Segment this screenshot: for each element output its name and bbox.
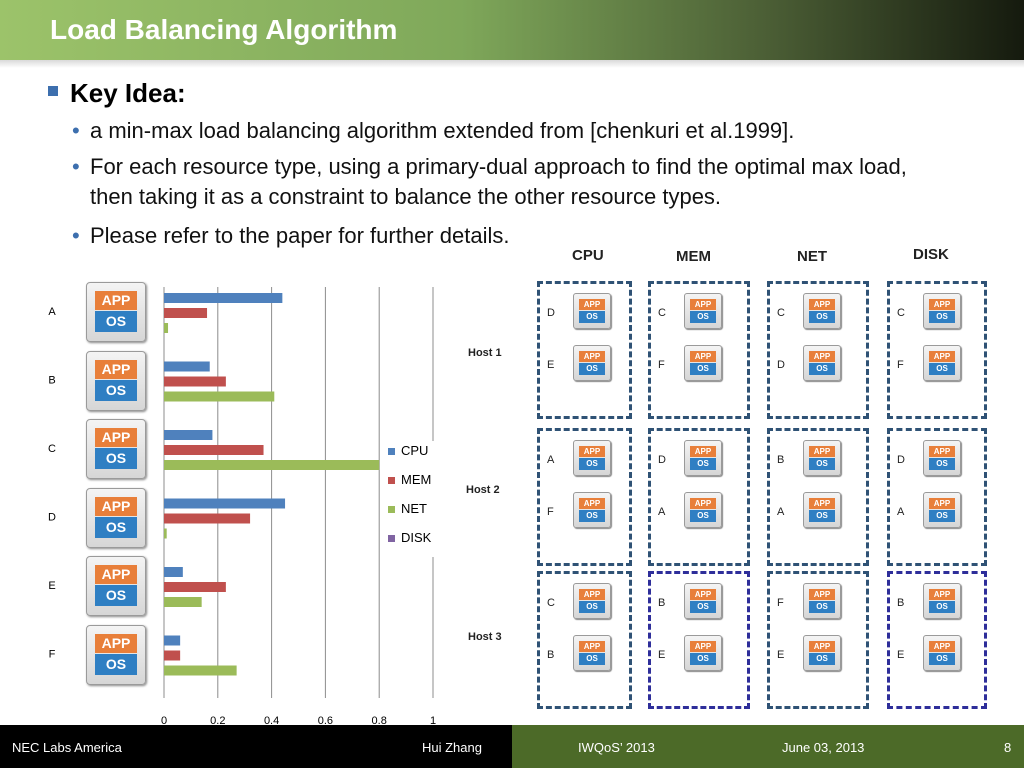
category-label: D [48,511,56,524]
os-label: OS [929,601,955,613]
footer [0,725,1024,768]
app-label: APP [579,351,605,362]
vm-label: A [777,506,785,518]
category-label: B [48,374,56,387]
vm-label: E [777,649,785,661]
bullet-item: • For each resource type, using a primary-dual approach to find the optimal max load, then taking it as a constraint to balance the other resource types. [72,154,907,209]
vm-label: A [658,506,666,518]
app-label: APP [929,498,955,509]
os-label: OS [95,654,137,675]
bar-mem-b [164,377,226,387]
column-header-disk: DISK [913,246,949,263]
os-label: OS [579,311,605,323]
resource-load-bar-chart [0,275,480,725]
bar-mem-a [164,308,207,318]
x-tick-label: 1 [429,715,437,725]
x-tick-label: 0.2 [210,715,226,725]
app-os-icon [573,583,611,619]
legend-swatch [388,506,395,513]
app-label: APP [95,360,137,379]
bar-net-c [164,460,379,470]
bar-net-a [164,323,168,333]
bullet-item: • Please refer to the paper for further details. [72,221,952,251]
app-os-icon [684,345,722,381]
legend-swatch [388,535,395,542]
category-label: C [48,443,56,455]
vm-label: B [547,649,555,661]
app-label: APP [579,299,605,310]
os-label: OS [579,458,605,470]
vm-label: C [897,307,905,319]
os-label: OS [579,363,605,375]
key-idea-heading: Key Idea: [48,78,186,109]
app-label: APP [579,641,605,652]
app-os-icon [803,635,841,671]
dot-bullet-icon: • [72,223,80,248]
app-os-icon [573,440,611,476]
app-label: APP [690,589,716,600]
os-label: OS [95,517,137,538]
dot-bullet-icon: • [72,154,80,179]
x-tick-label: 0.4 [263,715,280,725]
app-os-icon [684,635,722,671]
os-label: OS [579,601,605,613]
column-header-net: NET [797,248,827,265]
app-os-icon [86,556,146,616]
app-os-icon [923,583,961,619]
os-label: OS [95,448,137,469]
app-os-icon [923,492,961,528]
bar-net-e [164,597,202,607]
bar-cpu-a [164,293,282,303]
app-label: APP [95,428,137,447]
vm-label: F [897,359,904,371]
app-os-icon [923,635,961,671]
os-label: OS [690,653,716,665]
footer-author: Hui Zhang [422,740,482,755]
app-os-icon [803,583,841,619]
vm-label: B [777,454,785,466]
app-label: APP [690,351,716,362]
app-label: APP [95,634,137,653]
legend-label: NET [401,501,427,516]
os-label: OS [690,311,716,323]
app-label: APP [809,498,835,509]
os-label: OS [929,510,955,522]
app-os-icon [86,351,146,411]
vm-label: B [658,597,666,609]
category-label: A [48,306,56,318]
app-label: APP [809,446,835,457]
app-os-icon [86,419,146,479]
vm-label: B [897,597,905,609]
bar-net-f [164,666,237,676]
app-os-icon [86,282,146,342]
app-label: APP [809,641,835,652]
os-label: OS [579,653,605,665]
bar-cpu-c [164,430,212,440]
legend-label: CPU [401,443,429,458]
bullet-item: • a min-max load balancing algorithm extended from [chenkuri et al.1999]. [72,116,952,146]
bar-cpu-e [164,567,183,577]
dot-bullet-icon: • [72,118,80,143]
category-label: F [48,648,56,661]
bar-mem-f [164,651,180,661]
column-header-mem: MEM [676,248,711,265]
bar-cpu-f [164,636,180,646]
category-label: E [48,580,56,592]
footer-venue: IWQoS’ 2013 [578,740,655,755]
app-label: APP [579,446,605,457]
footer-date: June 03, 2013 [782,740,865,755]
vm-label: A [547,454,555,466]
square-bullet-icon [48,86,58,96]
app-label: APP [929,299,955,310]
legend-swatch [388,448,395,455]
title-divider [0,60,1024,68]
app-os-icon [684,583,722,619]
app-os-icon [684,492,722,528]
footer-org: NEC Labs America [12,740,122,755]
app-os-icon [573,293,611,329]
vm-label: C [658,307,666,319]
os-label: OS [579,510,605,522]
bar-mem-c [164,445,264,455]
os-label: OS [929,363,955,375]
app-label: APP [809,299,835,310]
app-label: APP [95,497,137,516]
x-tick-label: 0.6 [317,715,334,725]
os-label: OS [929,653,955,665]
legend-label: MEM [401,472,432,487]
bar-mem-d [164,514,250,524]
app-label: APP [929,446,955,457]
app-os-icon [803,345,841,381]
vm-label: F [547,506,554,518]
app-os-icon [684,293,722,329]
app-label: APP [579,589,605,600]
vm-label: C [777,307,785,319]
app-os-icon [86,488,146,548]
os-label: OS [95,311,137,332]
app-label: APP [809,351,835,362]
vm-label: F [658,359,665,371]
os-label: OS [809,510,835,522]
app-os-icon [923,293,961,329]
legend-label: DISK [401,530,432,545]
vm-label: D [777,359,785,371]
os-label: OS [809,311,835,323]
app-label: APP [929,351,955,362]
vm-label: D [897,454,905,466]
app-label: APP [690,299,716,310]
app-os-icon [923,440,961,476]
host-label: Host 2 [466,484,500,496]
app-os-icon [923,345,961,381]
os-label: OS [929,458,955,470]
os-label: OS [690,601,716,613]
os-label: OS [690,363,716,375]
footer-page-number: 8 [1004,740,1012,755]
os-label: OS [809,363,835,375]
app-label: APP [95,291,137,310]
app-label: APP [690,446,716,457]
app-label: APP [929,641,955,652]
legend-swatch [388,477,395,484]
app-os-icon [684,440,722,476]
vm-label: C [547,597,555,609]
app-os-icon [573,345,611,381]
app-os-icon [86,625,146,685]
bar-cpu-b [164,362,210,372]
os-label: OS [929,311,955,323]
bar-cpu-d [164,499,285,509]
app-label: APP [579,498,605,509]
os-label: OS [95,585,137,606]
os-label: OS [809,653,835,665]
app-label: APP [690,498,716,509]
vm-label: D [547,307,555,319]
vm-label: E [658,649,666,661]
vm-label: E [547,359,555,371]
bar-net-d [164,529,167,539]
bar-net-b [164,392,274,402]
app-os-icon [803,293,841,329]
vm-label: F [777,597,784,609]
app-os-icon [573,635,611,671]
os-label: OS [809,601,835,613]
bar-mem-e [164,582,226,592]
host-label: Host 1 [468,347,502,359]
vm-label: A [897,506,905,518]
os-label: OS [690,458,716,470]
app-os-icon [573,492,611,528]
host-label: Host 3 [468,631,502,643]
slide-title: Load Balancing Algorithm [50,14,398,45]
vm-label: D [658,454,666,466]
column-header-cpu: CPU [572,247,604,264]
app-label: APP [929,589,955,600]
x-tick-label: 0.8 [371,715,387,725]
app-label: APP [690,641,716,652]
x-tick-label: 0 [160,715,168,725]
app-os-icon [803,440,841,476]
app-label: APP [809,589,835,600]
app-label: APP [95,565,137,584]
title-bar [0,0,1024,60]
vm-label: E [897,649,905,661]
os-label: OS [95,380,137,401]
app-os-icon [803,492,841,528]
os-label: OS [809,458,835,470]
os-label: OS [690,510,716,522]
